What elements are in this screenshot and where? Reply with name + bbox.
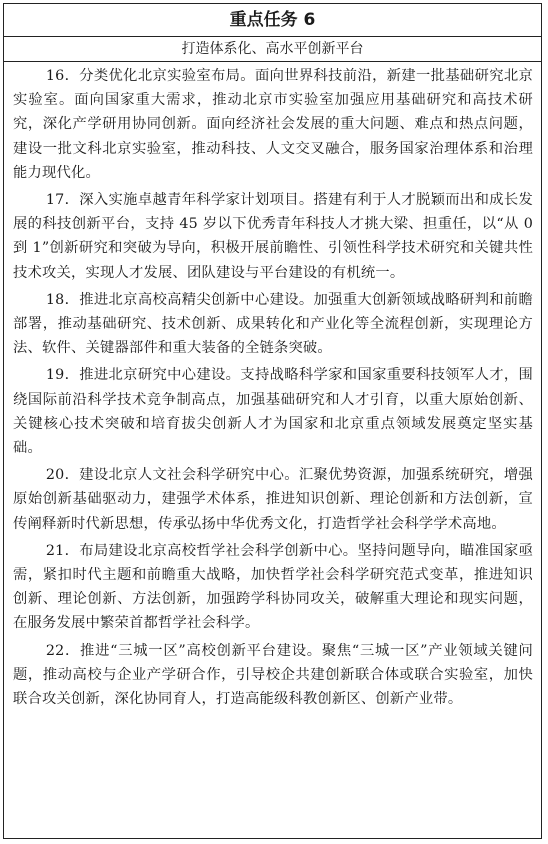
task-paragraph-22: 22．推进“三城一区”高校创新平台建设。聚焦“三城一区”产业领域关键问题，推动高校与企业产学研合作，引导校企共建创新联合体或联合实验室，加快联合攻关创新，深化协同育人，打造高能级科教创新区、创新产业带。 — [13, 642, 533, 708]
table-title: 重点任务 6 — [4, 4, 541, 37]
task-paragraph-19: 19．推进北京研究中心建设。支持战略科学家和国家重要科技领军人才，围绕国际前沿科学技术竞争制高点，加强基础研究和人才引育，以重大原始创新、关键核心技术突破和培育拔尖创新人才为国家和北京重点领域发展奠定坚实基础。 — [13, 367, 533, 457]
table-body — [4, 62, 541, 711]
task-paragraph-16: 16．分类优化北京实验室布局。面向世界科技前沿，新建一批基础研究北京实验室。面向国家重大需求，推动北京市实验室加强应用基础研究和高技术研究，深化产学研用协同创新。面向经济社会发展的重大问题、难点和热点问题，建设一批文科北京实验室，推动科技、人文交叉融合，服务国家治理体系和治理能力现代化。 — [13, 68, 533, 181]
table-subtitle: 打造体系化、高水平创新平台 — [4, 37, 541, 62]
task-paragraph-18: 18．推进北京高校高精尖创新中心建设。加强重大创新领域战略研判和前瞻部署，推动基础研究、技术创新、成果转化和产业化等全流程创新，实现理论方法、软件、关键器部件和重大装备的全链条突破。 — [13, 291, 533, 357]
task-paragraph-20: 20．建设北京人文社会科学研究中心。汇聚优势资源，加强系统研究，增强原始创新基础驱动力，建强学术体系，推进知识创新、理论创新和方法创新，宣传阐释新时代新思想，传承弘扬中华优秀文化，打造哲学社会科学学术高地。 — [13, 467, 533, 532]
task-paragraph-21: 21．布局建设北京高校哲学社会科学创新中心。坚持问题导向，瞄准国家亟需，紧扣时代主题和前瞻重大战略，加快哲学社会科学研究范式变革，推进知识创新、理论创新、方法创新，加强跨学科协同攻关，破解重大理论和现实问题，在服务发展中繁荣首都哲学社会科学。 — [13, 542, 533, 632]
task-paragraph-17: 17．深入实施卓越青年科学家计划项目。搭建有利于人才脱颖而出和成长发展的科技创新平台，支持 45 岁以下优秀青年科技人才挑大梁、担重任，以“从 0 到 1”创新研究和突破为导向，积极开展前瞻性、引领性科学技术研究和关键共性技术攻关，实现人才发展、团队建设与平台建设的有机统一。 — [13, 192, 533, 281]
task-table — [3, 3, 542, 839]
